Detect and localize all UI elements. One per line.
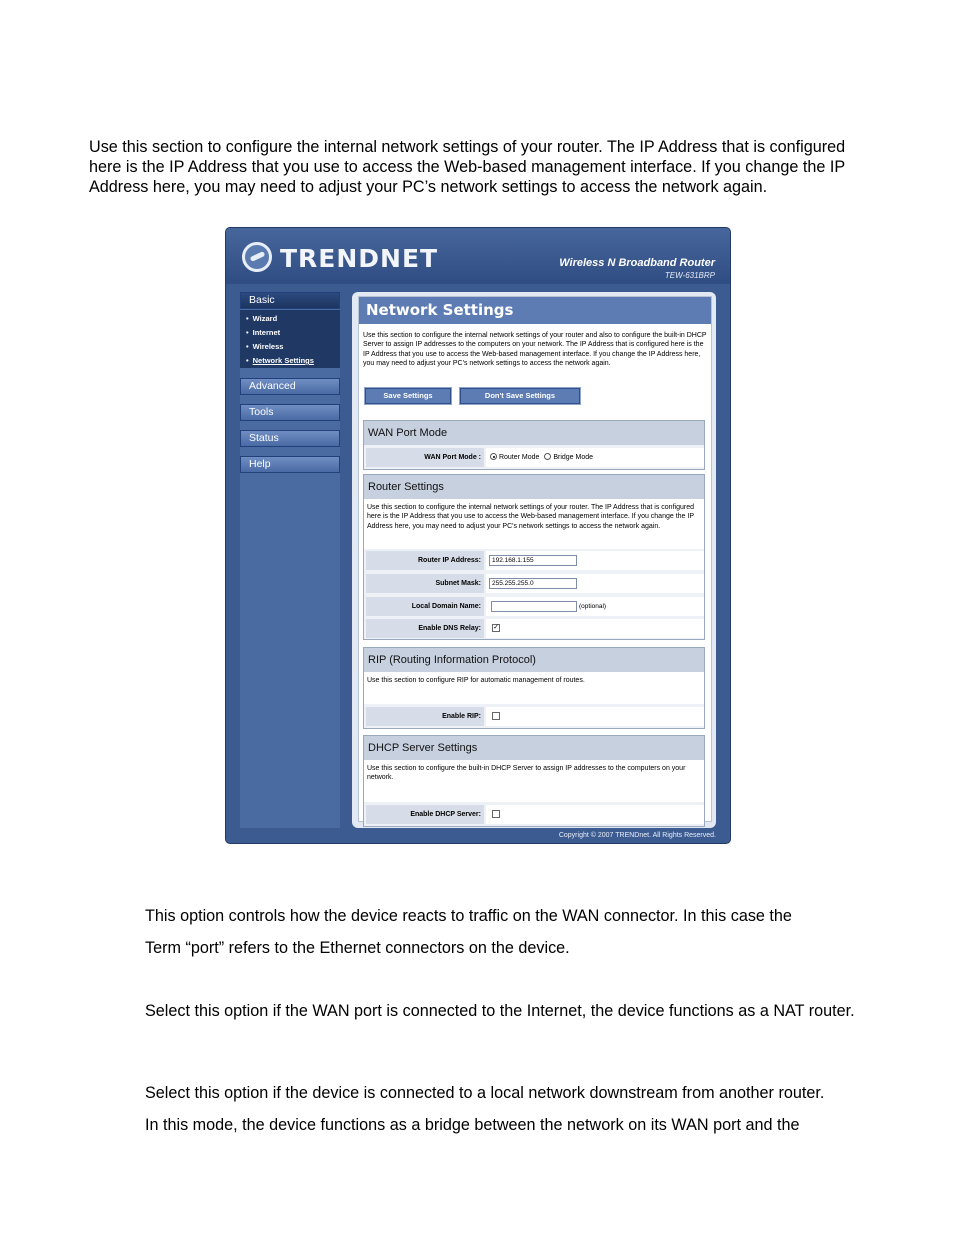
page-title: Network Settings [366, 301, 514, 319]
nav-status[interactable]: Status [240, 430, 340, 447]
wan-port-mode-options [486, 448, 704, 467]
router-ip-row [364, 550, 704, 571]
bullet-icon: • [246, 328, 249, 337]
enable-dhcp-row [364, 804, 704, 825]
enable-dhcp-checkbox[interactable] [492, 810, 500, 818]
bullet-icon: • [246, 356, 249, 365]
wan-mode-paragraph-line1: This option controls how the device reacts to traffic on the WAN connector. In this case the [145, 907, 792, 925]
enable-rip-row [364, 706, 704, 727]
rip-description: Use this section to configure RIP for automatic management of routes. [364, 672, 704, 704]
brand-logo-text: TRENDNET [280, 244, 439, 273]
enable-dhcp-label: Enable DHCP Server: [366, 805, 484, 824]
nav-basic-submenu [240, 310, 340, 368]
section-title: DHCP Server Settings [364, 736, 704, 760]
local-domain-input[interactable] [491, 601, 577, 612]
nav-basic[interactable]: Basic [240, 292, 340, 309]
copyright-text: Copyright © 2007 TRENDnet. All Rights Reserved. [558, 832, 716, 839]
bullet-icon: • [246, 314, 249, 323]
subnet-mask-label: Subnet Mask: [366, 574, 484, 593]
intro-paragraph: Use this section to configure the internal network settings of your router. The IP Address that is configured here is the IP Address that you use to access the Web-based management interface. If you change the IP Address here, you may need to adjust your PC’s network settings to access the network again. [89, 138, 846, 196]
dhcp-server-section [363, 735, 705, 827]
radio-selected-icon [490, 453, 497, 460]
section-title: Router Settings [364, 475, 704, 499]
router-mode-radio[interactable]: Router Mode [490, 454, 539, 461]
section-title: RIP (Routing Information Protocol) [364, 648, 704, 672]
subnet-mask-row [364, 573, 704, 594]
wan-port-mode-row [364, 447, 704, 468]
dns-relay-label: Enable DNS Relay: [366, 619, 484, 638]
local-domain-row [364, 596, 704, 617]
router-screenshot [225, 227, 731, 844]
router-ip-label: Router IP Address: [366, 551, 484, 570]
nav-item-wireless[interactable]: • Wireless [246, 342, 284, 351]
checkmark-icon: ✓ [493, 624, 499, 631]
rip-section [363, 647, 705, 729]
nav-item-wizard[interactable]: • Wizard [246, 314, 278, 323]
wan-mode-paragraph-line2: Term “port” refers to the Ethernet connectors on the device. [145, 939, 570, 957]
nav-advanced[interactable]: Advanced [240, 378, 340, 395]
router-settings-description: Use this section to configure the internal network settings of your router. The IP Address that is configured here is the IP Address that you use to access the Web-based management interface. If you change the IP Address here, you may need to adjust your PC's network settings to access the network again. [364, 499, 704, 549]
router-settings-section [363, 474, 705, 640]
bridge-mode-radio[interactable]: Bridge Mode [544, 454, 593, 461]
bridge-mode-paragraph-line1: Select this option if the device is connected to a local network downstream from another router. [145, 1084, 825, 1102]
product-model: TEW-631BRP [664, 271, 715, 280]
dhcp-description: Use this section to configure the built-in DHCP Server to assign IP addresses to the computers on your network. [364, 760, 704, 802]
router-mode-paragraph: Select this option if the WAN port is connected to the Internet, the device functions as a NAT router. [145, 1002, 855, 1020]
router-header [226, 228, 730, 284]
trendnet-logo-icon [242, 242, 272, 272]
enable-rip-label: Enable RIP: [366, 707, 484, 726]
page-description: Use this section to configure the internal network settings of your router and also to configure the built-in DHCP Server to assign IP addresses to the computers on your network. The IP Address that is configured here is the IP Address that you use to access the Web-based management interface. If you change the IP Address here, you may need to adjust your PC's network settings to access the network again. [363, 332, 707, 367]
optional-hint: (optional) [579, 603, 607, 610]
wan-port-mode-section [363, 420, 705, 470]
nav-tools[interactable]: Tools [240, 404, 340, 421]
subnet-mask-input[interactable]: 255.255.255.0 [489, 578, 577, 589]
dont-save-settings-button[interactable]: Don't Save Settings [460, 388, 580, 404]
nav-help[interactable]: Help [240, 456, 340, 473]
wan-port-mode-label: WAN Port Mode : [366, 448, 484, 467]
bullet-icon: • [246, 342, 249, 351]
dns-relay-row [364, 618, 704, 639]
radio-unselected-icon [544, 453, 551, 460]
product-name: Wireless N Broadband Router [559, 257, 715, 269]
nav-item-internet[interactable]: • Internet [246, 328, 281, 337]
save-settings-button[interactable]: Save Settings [365, 388, 451, 404]
local-domain-label: Local Domain Name: [366, 597, 484, 616]
nav-item-network-settings[interactable]: • Network Settings [246, 356, 314, 365]
bridge-mode-paragraph-line2: In this mode, the device functions as a bridge between the network on its WAN port and the [145, 1116, 800, 1134]
router-ip-input[interactable]: 192.168.1.155 [489, 555, 577, 566]
sidebar-nav [240, 292, 340, 828]
enable-rip-checkbox[interactable] [492, 712, 500, 720]
dns-relay-checkbox[interactable] [492, 624, 500, 632]
main-content [358, 296, 712, 822]
page-title-bar [359, 297, 711, 324]
main-panel [352, 292, 716, 828]
section-title: WAN Port Mode [364, 421, 704, 445]
